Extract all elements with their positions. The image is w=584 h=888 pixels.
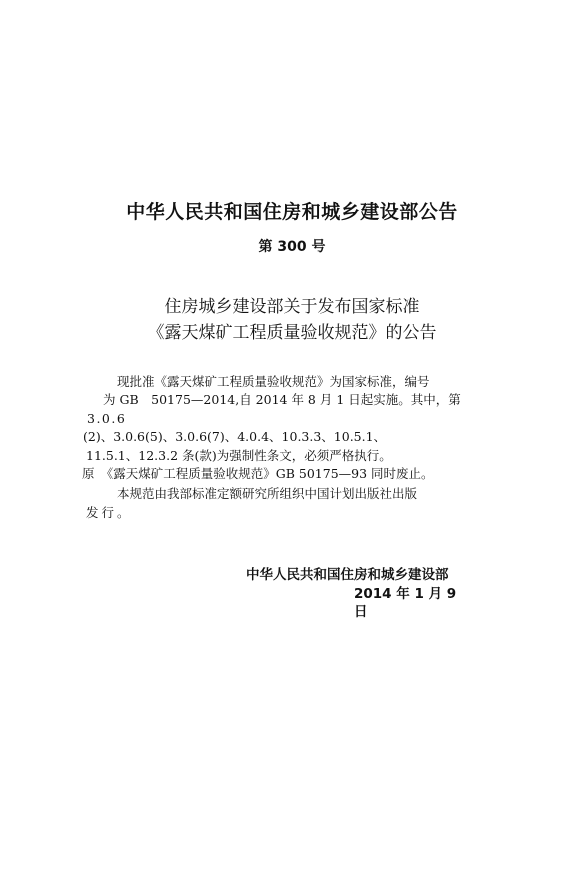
body-line-5: 11.5.1、12.3.2 条(款)为强制性条文，必须严格执行。 xyxy=(86,448,392,463)
signature-organization: 中华人民共和国住房和城乡建设部 xyxy=(246,567,449,583)
body-line-4: (2)、3.0.6(5)、3.0.6(7)、4.0.4、10.3.3、10.5.1、 xyxy=(83,429,387,444)
announcement-number: 第 300 号 xyxy=(258,239,326,255)
body-line-6: 原 《露天煤矿工程质量验收规范》GB 50175—93 同时废止。 xyxy=(82,466,434,481)
body-line-1: 现批准《露天煤矿工程质量验收规范》为国家标准，编号 xyxy=(117,374,430,389)
announcement-subtitle-line2: 《露天煤矿工程质量验收规范》的公告 xyxy=(147,323,437,343)
body-line-2: 为 GB 50175—2014,自 2014 年 8 月 1 日起实施。其中，第 xyxy=(103,392,461,407)
signature-date-line1: 2014 年 1 月 9 xyxy=(354,586,457,602)
body-line-8: 发行。 xyxy=(86,505,133,520)
body-line-3: 3.0.6 xyxy=(87,411,127,426)
announcement-subtitle-line1: 住房城乡建设部关于发布国家标准 xyxy=(164,297,420,317)
body-line-7: 本规范由我部标准定额研究所组织中国计划出版社出版 xyxy=(117,486,418,501)
signature-date-line2: 日 xyxy=(354,604,368,620)
announcement-title: 中华人民共和国住房和城乡建设部公告 xyxy=(126,201,458,223)
